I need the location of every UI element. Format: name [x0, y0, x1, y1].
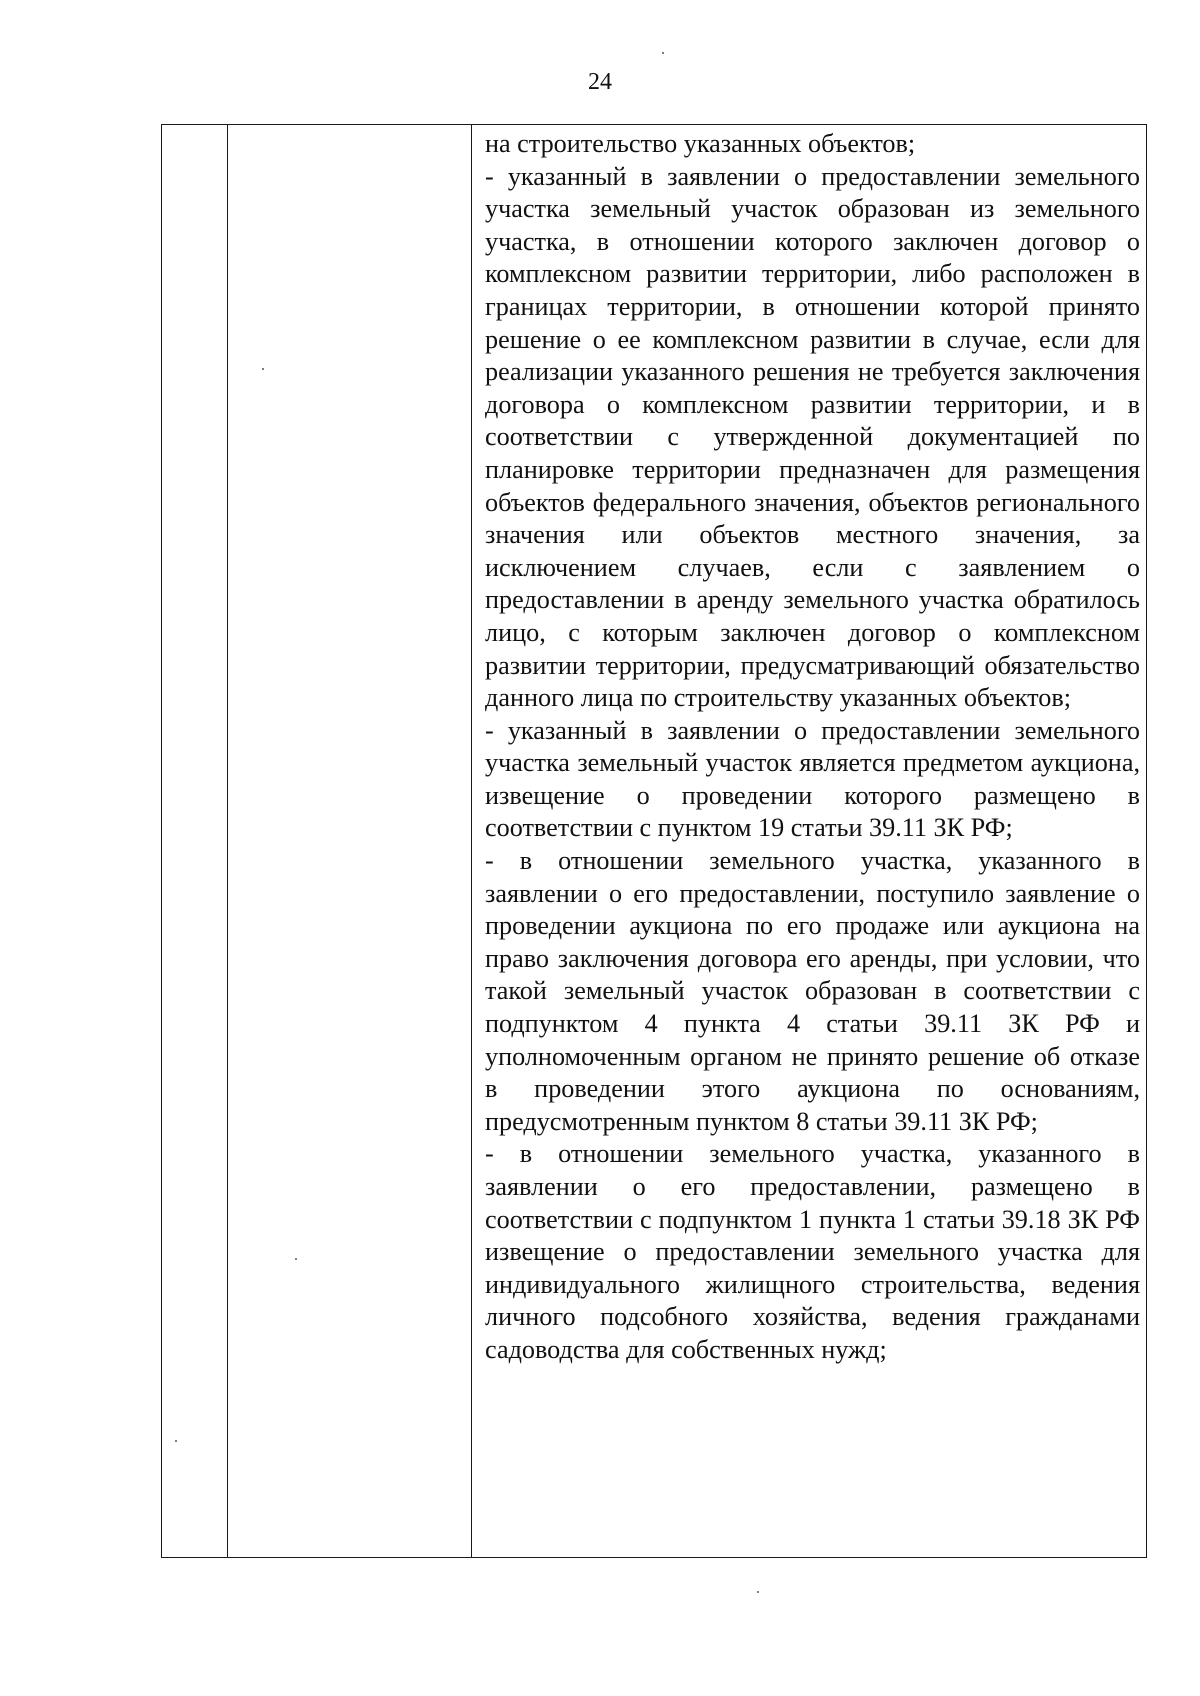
paragraph-notice-posted: - в отношении земельного участка, указанного в заявлении о его предоставлении, размещено в соответствии с подпунктом 1 пункта 1 статьи 39.18 ЗК РФ извещение о предоставлении земельного участка для индивидуального жилищного строительства, ведения личного подсобного хозяйства, ведения гражданами садоводства для собственных нужд;	[485, 1139, 1140, 1364]
paragraph-continuation: на строительство указанных объектов;	[485, 129, 916, 158]
table-cell-number	[162, 125, 228, 1558]
table-cell-content	[472, 125, 1147, 1558]
table-row	[162, 125, 1147, 1558]
paragraph-auction-subject: - указанный в заявлении о предоставлении земельного участка земельный участок является предметом аукциона, извещение о проведении которого размещено в соответствии с пунктом 19 статьи 39.11 ЗК РФ;	[485, 715, 1140, 843]
scan-speck	[295, 1258, 297, 1260]
table-cell-name	[228, 125, 472, 1558]
paragraph-auction-application: - в отношении земельного участка, указанного в заявлении о его предоставлении, поступило заявление о проведении аукциона по его продаже или аукциона на право заключения договора его аренды, при условии, что такой земельный участок образован в соответствии с подпунктом 4 пункта 4 статьи 39.11 ЗК РФ и уполномоченным органом не принято решение об отказе в проведении этого аукциона по основаниям, предусмотренным пунктом 8 статьи 39.11 ЗК РФ;	[485, 846, 1140, 1136]
scan-speck	[175, 1440, 177, 1442]
paragraph-complex-development: - указанный в заявлении о предоставлении земельного участка земельный участок образован из земельного участка, в отношении которого заключен договор о комплексном развитии территории, либо расположен в границах территории, в отношении которой принято решение о ее комплексном развитии в случае, если для реализации указанного решения не требуется заключения договора о комплексном развитии территории, и в соответствии с утвержденной документацией по планировке территории предназначен для размещения объектов федерального значения, объектов регионального значения или объектов местного значения, за исключением случаев, если с заявлением о предоставлении в аренду земельного участка обратилось лицо, с которым заключен договор о комплексном развитии территории, предусматривающий обязательство данного лица по строительству указанных объектов;	[485, 161, 1140, 713]
document-table	[161, 124, 1147, 1558]
page-number: 24	[588, 69, 612, 95]
scan-speck	[757, 1591, 759, 1593]
scan-speck	[662, 52, 664, 54]
scan-speck	[262, 368, 264, 370]
